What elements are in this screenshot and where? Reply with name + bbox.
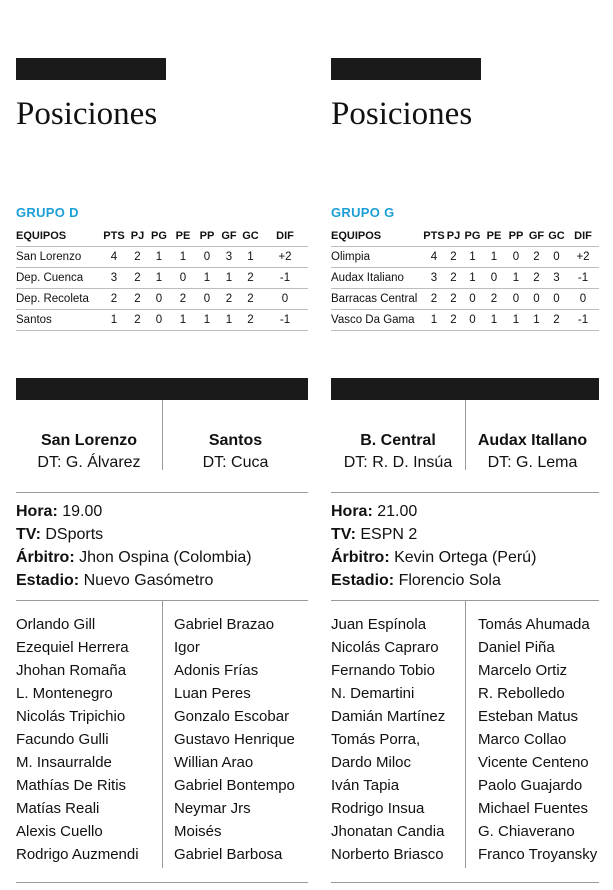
- stat-cell: 1: [147, 268, 171, 289]
- stat-cell: +2: [262, 247, 308, 268]
- team-cell: Santos: [16, 310, 100, 331]
- player-name: Moisés: [174, 823, 222, 840]
- column-header: GC: [548, 230, 565, 242]
- standings-table: [16, 226, 308, 331]
- stat-cell: -1: [567, 310, 599, 331]
- player-name: Nicolás Tripichio: [16, 708, 126, 725]
- stat-cell: 1: [505, 268, 527, 289]
- stat-cell: 1: [171, 310, 195, 331]
- player-name: Vicente Centeno: [478, 754, 589, 771]
- group-label: GRUPO D: [16, 205, 79, 220]
- divider: [16, 882, 308, 883]
- player-name: Matías Reali: [16, 800, 100, 817]
- home-lineup: [331, 613, 445, 866]
- stat-cell: 2: [527, 247, 546, 268]
- home-team-name: B. Central: [360, 432, 436, 449]
- stat-cell: 1: [239, 247, 262, 268]
- player-name: Dardo Miloc: [331, 754, 412, 771]
- team-cell: Vasco Da Gama: [331, 310, 423, 331]
- stat-cell: 1: [462, 247, 483, 268]
- player-name: M. Insaurralde: [16, 754, 112, 771]
- player-name: Daniel Piña: [478, 639, 555, 656]
- stat-cell: 0: [262, 289, 308, 310]
- player-name: Fernando Tobio: [331, 662, 435, 679]
- stat-cell: 1: [100, 310, 128, 331]
- home-lineup: [16, 613, 139, 866]
- player-name: Gabriel Barbosa: [174, 846, 283, 863]
- player-name: Mathías De Ritis: [16, 777, 127, 794]
- player-name: Esteban Matus: [478, 708, 579, 725]
- away-lineup: [174, 613, 295, 866]
- player-name: Facundo Gulli: [16, 731, 109, 748]
- stat-cell: 2: [219, 289, 239, 310]
- match-info: [16, 500, 252, 592]
- stat-cell: 1: [423, 310, 445, 331]
- player-name: Marcelo Ortiz: [478, 662, 568, 679]
- stat-cell: 4: [423, 247, 445, 268]
- table-header: [331, 226, 599, 247]
- team-cell: Dep. Cuenca: [16, 268, 100, 289]
- player-name: Gonzalo Escobar: [174, 708, 290, 725]
- lineup-divider: [162, 600, 163, 868]
- match-time: Hora: 19.00: [16, 503, 103, 520]
- team-cell: Olimpia: [331, 247, 423, 268]
- column-header: GC: [242, 230, 259, 242]
- stat-cell: 1: [219, 310, 239, 331]
- table-row: [16, 310, 308, 331]
- stat-cell: 2: [483, 289, 505, 310]
- column-header: PE: [175, 230, 191, 242]
- player-name: Michael Fuentes: [478, 800, 589, 817]
- player-name: Ezequiel Herrera: [16, 639, 129, 656]
- stat-cell: -1: [262, 310, 308, 331]
- column-header: DIF: [276, 230, 294, 242]
- column-header: PP: [508, 230, 524, 242]
- player-name: Neymar Jrs: [174, 800, 251, 817]
- table-row: [16, 247, 308, 268]
- stat-cell: 0: [505, 289, 527, 310]
- team-cell: Audax Italiano: [331, 268, 423, 289]
- stat-cell: 2: [128, 268, 147, 289]
- stat-cell: 1: [527, 310, 546, 331]
- divider: [331, 492, 599, 493]
- column-header: PG: [151, 230, 167, 242]
- player-name: Gabriel Bontempo: [174, 777, 295, 794]
- table-row: [16, 289, 308, 310]
- stat-cell: 1: [171, 247, 195, 268]
- column-header: EQUIPOS: [16, 230, 67, 242]
- match-bar: [16, 378, 308, 400]
- table-row: [331, 310, 599, 331]
- table-row: [331, 289, 599, 310]
- stat-cell: 0: [505, 247, 527, 268]
- player-name: Gustavo Henrique: [174, 731, 295, 748]
- player-name: Nicolás Capraro: [331, 639, 439, 656]
- column-header: PE: [486, 230, 502, 242]
- stat-cell: 0: [567, 289, 599, 310]
- stat-cell: 0: [462, 310, 483, 331]
- stat-cell: 2: [423, 289, 445, 310]
- match-tv: TV: DSports: [16, 526, 104, 543]
- column-header: DIF: [574, 230, 592, 242]
- stat-cell: 2: [239, 289, 262, 310]
- player-name: L. Montenegro: [16, 685, 113, 702]
- away-team: [466, 430, 599, 474]
- column-header: PTS: [103, 230, 125, 242]
- player-name: Willian Arao: [174, 754, 254, 771]
- column-header: EQUIPOS: [331, 230, 382, 242]
- stat-cell: -1: [262, 268, 308, 289]
- stat-cell: 3: [219, 247, 239, 268]
- player-name: Jhohan Romaña: [16, 662, 127, 679]
- home-team: [16, 430, 162, 474]
- player-name: Rodrigo Insua: [331, 800, 425, 817]
- player-name: Rodrigo Auzmendi: [16, 846, 139, 863]
- stat-cell: 0: [195, 289, 219, 310]
- stat-cell: 2: [445, 268, 462, 289]
- home-team: [331, 430, 465, 474]
- stat-cell: 2: [239, 310, 262, 331]
- player-name: Paolo Guajardo: [478, 777, 583, 794]
- stat-cell: 0: [546, 247, 567, 268]
- stat-cell: 2: [445, 247, 462, 268]
- match-info: [331, 500, 536, 592]
- stat-cell: +2: [567, 247, 599, 268]
- stat-cell: 2: [100, 289, 128, 310]
- player-name: Alexis Cuello: [16, 823, 103, 840]
- away-team-name: Santos: [208, 432, 263, 449]
- player-name: Gabriel Brazao: [174, 616, 275, 633]
- stat-cell: 2: [445, 310, 462, 331]
- stat-cell: 2: [546, 310, 567, 331]
- stat-cell: 1: [195, 310, 219, 331]
- match-stadium: Estadio: Florencio Sola: [331, 572, 501, 589]
- table-row: [331, 268, 599, 289]
- stat-cell: 1: [483, 310, 505, 331]
- stat-cell: 3: [546, 268, 567, 289]
- column-header: PJ: [130, 230, 145, 242]
- away-team-coach: DT: G. Lema: [487, 454, 578, 471]
- stat-cell: 0: [147, 310, 171, 331]
- header-bar: [16, 58, 166, 80]
- stat-cell: 0: [462, 289, 483, 310]
- match-tv: TV: ESPN 2: [331, 526, 418, 543]
- home-team-coach: DT: G. Álvarez: [37, 454, 141, 471]
- player-name: G. Chiaverano: [478, 823, 575, 840]
- stat-cell: 0: [171, 268, 195, 289]
- away-team-name: Audax Itallano: [477, 432, 588, 449]
- stat-cell: 0: [527, 289, 546, 310]
- away-team: [163, 430, 308, 474]
- lineup-divider: [465, 600, 466, 868]
- standings-title: Posiciones: [16, 96, 158, 132]
- player-name: Igor: [174, 639, 200, 656]
- match-time: Hora: 21.00: [331, 503, 418, 520]
- home-team-name: San Lorenzo: [40, 432, 137, 449]
- player-name: Juan Espínola: [331, 616, 427, 633]
- group-label: GRUPO G: [331, 205, 395, 220]
- player-name: Marco Collao: [478, 731, 567, 748]
- player-name: Tomás Porra,: [331, 731, 421, 748]
- table-row: [16, 268, 308, 289]
- player-name: Orlando Gill: [16, 616, 96, 633]
- player-name: Franco Troyansky: [478, 846, 598, 863]
- stat-cell: 2: [128, 310, 147, 331]
- column-header: PG: [464, 230, 481, 242]
- home-team-coach: DT: R. D. Insúa: [343, 454, 453, 471]
- stat-cell: 4: [100, 247, 128, 268]
- match-stadium: Estadio: Nuevo Gasómetro: [16, 572, 214, 589]
- stat-cell: 2: [128, 289, 147, 310]
- stat-cell: 3: [423, 268, 445, 289]
- player-name: Tomás Ahumada: [478, 616, 590, 633]
- stat-cell: 1: [462, 268, 483, 289]
- column-header: PJ: [446, 230, 461, 242]
- divider: [16, 492, 308, 493]
- divider: [331, 882, 599, 883]
- stat-cell: 1: [219, 268, 239, 289]
- player-name: N. Demartini: [331, 685, 415, 702]
- header-bar: [331, 58, 481, 80]
- team-cell: San Lorenzo: [16, 247, 100, 268]
- player-name: Norberto Briasco: [331, 846, 444, 863]
- player-name: R. Rebolledo: [478, 685, 565, 702]
- table-header: [16, 226, 308, 247]
- team-cell: Barracas Central: [331, 289, 423, 310]
- player-name: Damián Martínez: [331, 708, 446, 725]
- player-name: Iván Tapia: [331, 777, 400, 794]
- stat-cell: 2: [527, 268, 546, 289]
- stat-cell: 3: [100, 268, 128, 289]
- stat-cell: 0: [147, 289, 171, 310]
- stat-cell: 1: [483, 247, 505, 268]
- column-header: GF: [221, 230, 237, 242]
- stat-cell: 1: [505, 310, 527, 331]
- player-name: Jhonatan Candia: [331, 823, 445, 840]
- stat-cell: 1: [147, 247, 171, 268]
- player-name: Adonis Frías: [174, 662, 259, 679]
- standings-title: Posiciones: [331, 96, 473, 132]
- stat-cell: 2: [171, 289, 195, 310]
- match-bar: [331, 378, 599, 400]
- away-team-coach: DT: Cuca: [202, 454, 269, 471]
- stat-cell: 2: [239, 268, 262, 289]
- stat-cell: 2: [128, 247, 147, 268]
- stat-cell: 0: [483, 268, 505, 289]
- player-name: Luan Peres: [174, 685, 251, 702]
- column-header: GF: [528, 230, 545, 242]
- stat-cell: 1: [195, 268, 219, 289]
- stat-cell: 0: [546, 289, 567, 310]
- match-referee: Árbitro: Kevin Ortega (Perú): [331, 549, 537, 566]
- stat-cell: -1: [567, 268, 599, 289]
- match-referee: Árbitro: Jhon Ospina (Colombia): [16, 549, 252, 566]
- column-header: PP: [199, 230, 215, 242]
- team-cell: Dep. Recoleta: [16, 289, 100, 310]
- stat-cell: 2: [445, 289, 462, 310]
- column-header: PTS: [423, 230, 445, 242]
- table-row: [331, 247, 599, 268]
- stat-cell: 0: [195, 247, 219, 268]
- standings-table: [331, 226, 599, 331]
- away-lineup: [478, 613, 597, 866]
